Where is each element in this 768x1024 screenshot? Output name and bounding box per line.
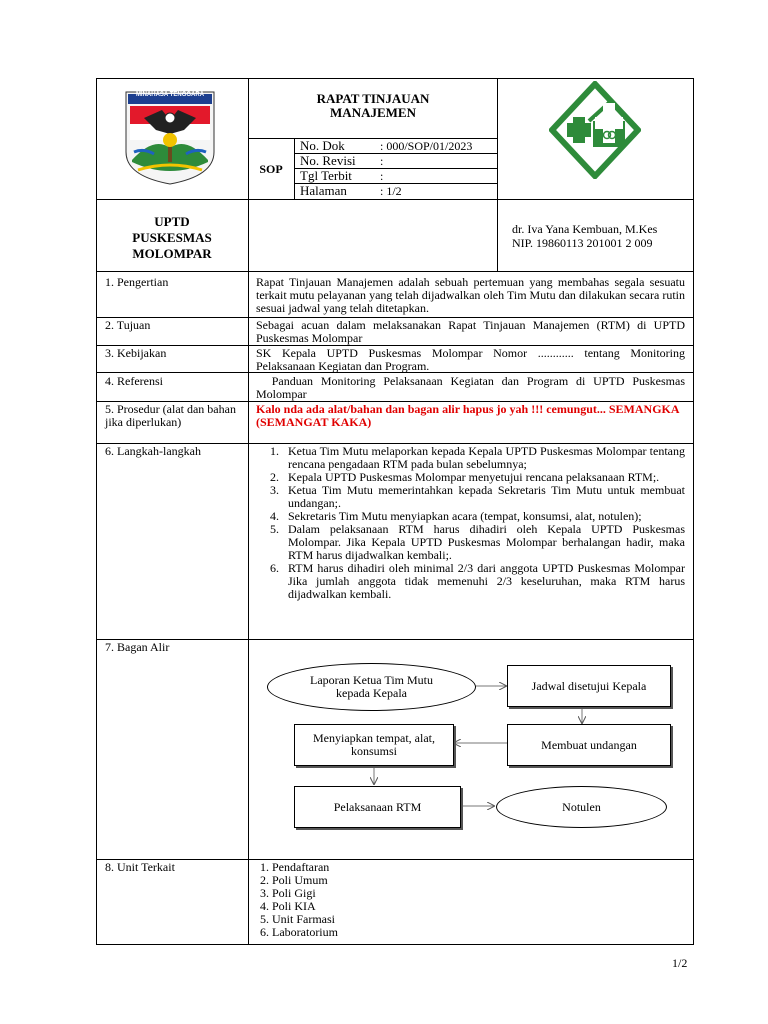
list-item: 5. Unit Farmasi — [272, 913, 685, 926]
section-unit — [96, 860, 694, 945]
meta-label-tgl-terbit: Tgl Terbit — [300, 168, 352, 183]
list-item: 5. Dalam pelaksanaan RTM harus dihadiri oleh Kepala UPTD Puskesmas Molompar. Jika Kepala UPTD Puskesmas Molompar berhalangan hadir, maka RTM harus dijadwalkan kembali;. — [282, 523, 685, 562]
section-label: 6. Langkah-langkah — [105, 444, 201, 458]
org-name: UPTD PUSKESMAS MOLOMPAR — [132, 214, 212, 261]
section-text: Sebagai acuan dalam melaksanakan Rapat Tinjauan Manajemen (RTM) di UPTD Puskesmas Molompar — [256, 318, 685, 345]
list-item: 4. Poli KIA — [272, 900, 685, 913]
section-text: SK Kepala UPTD Puskesmas Molompar Nomor ............ tentang Monitoring Pelaksanaan Kegiatan dan Program. — [256, 346, 685, 373]
meta-value-no-dok: : 000/SOP/01/2023 — [380, 139, 473, 153]
list-item: 2. Poli Umum — [272, 874, 685, 887]
list-item: 6. Laboratorium — [272, 926, 685, 939]
sop-label: SOP — [259, 162, 283, 176]
flow-node-pelaksanaan: Pelaksanaan RTM — [294, 786, 461, 828]
meta-label-halaman: Halaman — [300, 183, 347, 198]
page-number: 1/2 — [672, 956, 688, 970]
meta-value-tgl-terbit: : — [380, 169, 384, 183]
list-item: 3. Ketua Tim Mutu memerintahkan kepada Sekretaris Tim Mutu untuk membuat undangan;. — [282, 484, 685, 510]
section-note: Kalo nda ada alat/bahan dan bagan alir hapus jo yah !!! cemungut... SEMANGKA (SEMANGAT KAKA) — [256, 402, 679, 429]
list-item: 3. Poli Gigi — [272, 887, 685, 900]
logo-caption: MINAHASA TENGGARA — [135, 92, 205, 98]
section-label: 5. Prosedur (alat dan bahan jika diperlukan) — [105, 402, 236, 429]
flow-node-menyiapkan: Menyiapkan tempat, alat, konsumsi — [294, 724, 454, 766]
section-label: 1. Pengertian — [105, 275, 169, 289]
meta-value-halaman: : 1/2 — [380, 184, 402, 198]
section-label: 4. Referensi — [105, 374, 163, 388]
flow-node-undangan: Membuat undangan — [507, 724, 671, 766]
flow-node-jadwal: Jadwal disetujui Kepala — [507, 665, 671, 707]
section-label: 7. Bagan Alir — [105, 640, 170, 654]
meta-value-no-revisi: : — [380, 154, 384, 168]
list-item: 6. RTM harus dihadiri oleh minimal 2/3 dari anggota UPTD Puskesmas Molompar Jika jumlah anggota tidak memenuhi 2/3 keseluruhan, maka RTM harus dijadwalkan kembali. — [282, 562, 685, 601]
section-label: 8. Unit Terkait — [105, 860, 175, 874]
meta-label-no-dok: No. Dok — [300, 138, 345, 153]
unit-list — [256, 861, 685, 939]
list-item: 1. Pendaftaran — [272, 861, 685, 874]
list-item: 2. Kepala UPTD Puskesmas Molompar menyetujui rencana pelaksanaan RTM;. — [282, 471, 685, 484]
signer-nip: NIP. 19860113 201001 2 009 — [512, 236, 653, 250]
section-text: Rapat Tinjauan Manajemen adalah sebuah pertemuan yang membahas segala sesuatu terkait mutu pelayanan yang telah dijadwalkan oleh Tim Mutu dan dilakukan secara rutin sesuai jadwal yang telah ditetapkan. — [256, 275, 685, 315]
list-item: 1. Ketua Tim Mutu melaporkan kepada Kepala UPTD Puskesmas Molompar tentang rencana pengadaan RTM pada bulan sebelumnya; — [282, 445, 685, 471]
meta-label-no-revisi: No. Revisi — [300, 153, 356, 168]
unit-list-wrap — [256, 861, 685, 939]
flow-node-laporan: Laporan Ketua Tim Mutu kepada Kepala — [267, 663, 476, 711]
section-text: Panduan Monitoring Pelaksanaan Kegiatan dan Program di UPTD Puskesmas Molompar — [256, 374, 689, 401]
page-title: RAPAT TINJAUAN MANAJEMEN — [316, 91, 430, 120]
section-label: 3. Kebijakan — [105, 346, 167, 360]
flow-node-notulen: Notulen — [496, 786, 667, 828]
list-item: 4. Sekretaris Tim Mutu menyiapkan acara (tempat, konsumsi, alat, notulen); — [282, 510, 685, 523]
signer-name: dr. Iva Yana Kembuan, M.Kes — [512, 222, 658, 236]
section-label: 2. Tujuan — [105, 318, 151, 332]
column-divider — [248, 272, 249, 945]
